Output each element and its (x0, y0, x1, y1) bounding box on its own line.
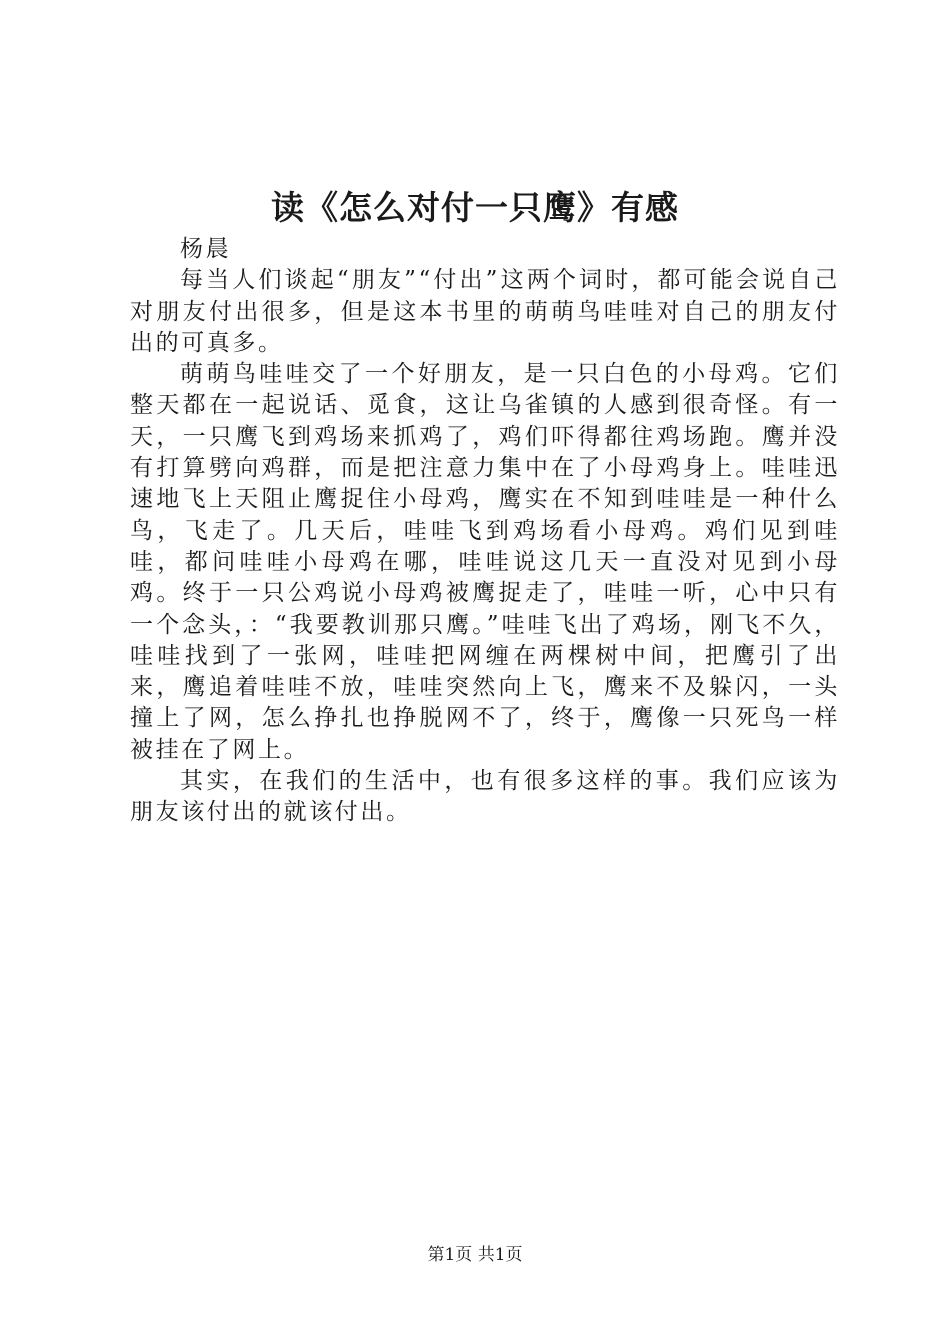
document-title: 读《怎么对付一只鹰》有感 (271, 188, 679, 227)
paragraph-3: 其实，在我们的生活中，也有很多这样的事。我们应该为朋友该付出的就该付出。 (130, 768, 840, 826)
author-name: 杨晨 (180, 236, 232, 262)
paragraph-2: 萌萌鸟哇哇交了一个好朋友，是一只白色的小母鸡。它们整天都在一起说话、觅食，这让乌雀镇的人感到很奇怪。有一天，一只鹰飞到鸡场来抓鸡了，鸡们吓得都往鸡场跑。鹰并没有打算劈向鸡群，而是把注意力集中在了小母鸡身上。哇哇迅速地飞上天阻止鹰捉住小母鸡，鹰实在不知到哇哇是一种什么鸟，飞走了。几天后，哇哇飞到鸡场看小母鸡。鸡们见到哇哇，都问哇哇小母鸡在哪，哇哇说这几天一直没对见到小母鸡。终于一只公鸡说小母鸡被鹰捉走了，哇哇一听，心中只有一个念头，：“我要教训那只鹰。”哇哇飞出了鸡场，刚飞不久，哇哇找到了一张网，哇哇把网缠在两棵树中间，把鹰引了出来，鹰追着哇哇不放，哇哇突然向上飞，鹰来不及躲闪，一头撞上了网，怎么挣扎也挣脱网不了，终于，鹰像一只死鸟一样被挂在了网上。 (130, 361, 840, 763)
document-body (130, 234, 840, 829)
page-footer: 第1页 共1页 (427, 1245, 523, 1265)
paragraph-1: 每当人们谈起“朋友”“付出”这两个词时，都可能会说自己对朋友付出很多，但是这本书里的萌萌鸟哇哇对自己的朋友付出的可真多。 (130, 267, 840, 356)
